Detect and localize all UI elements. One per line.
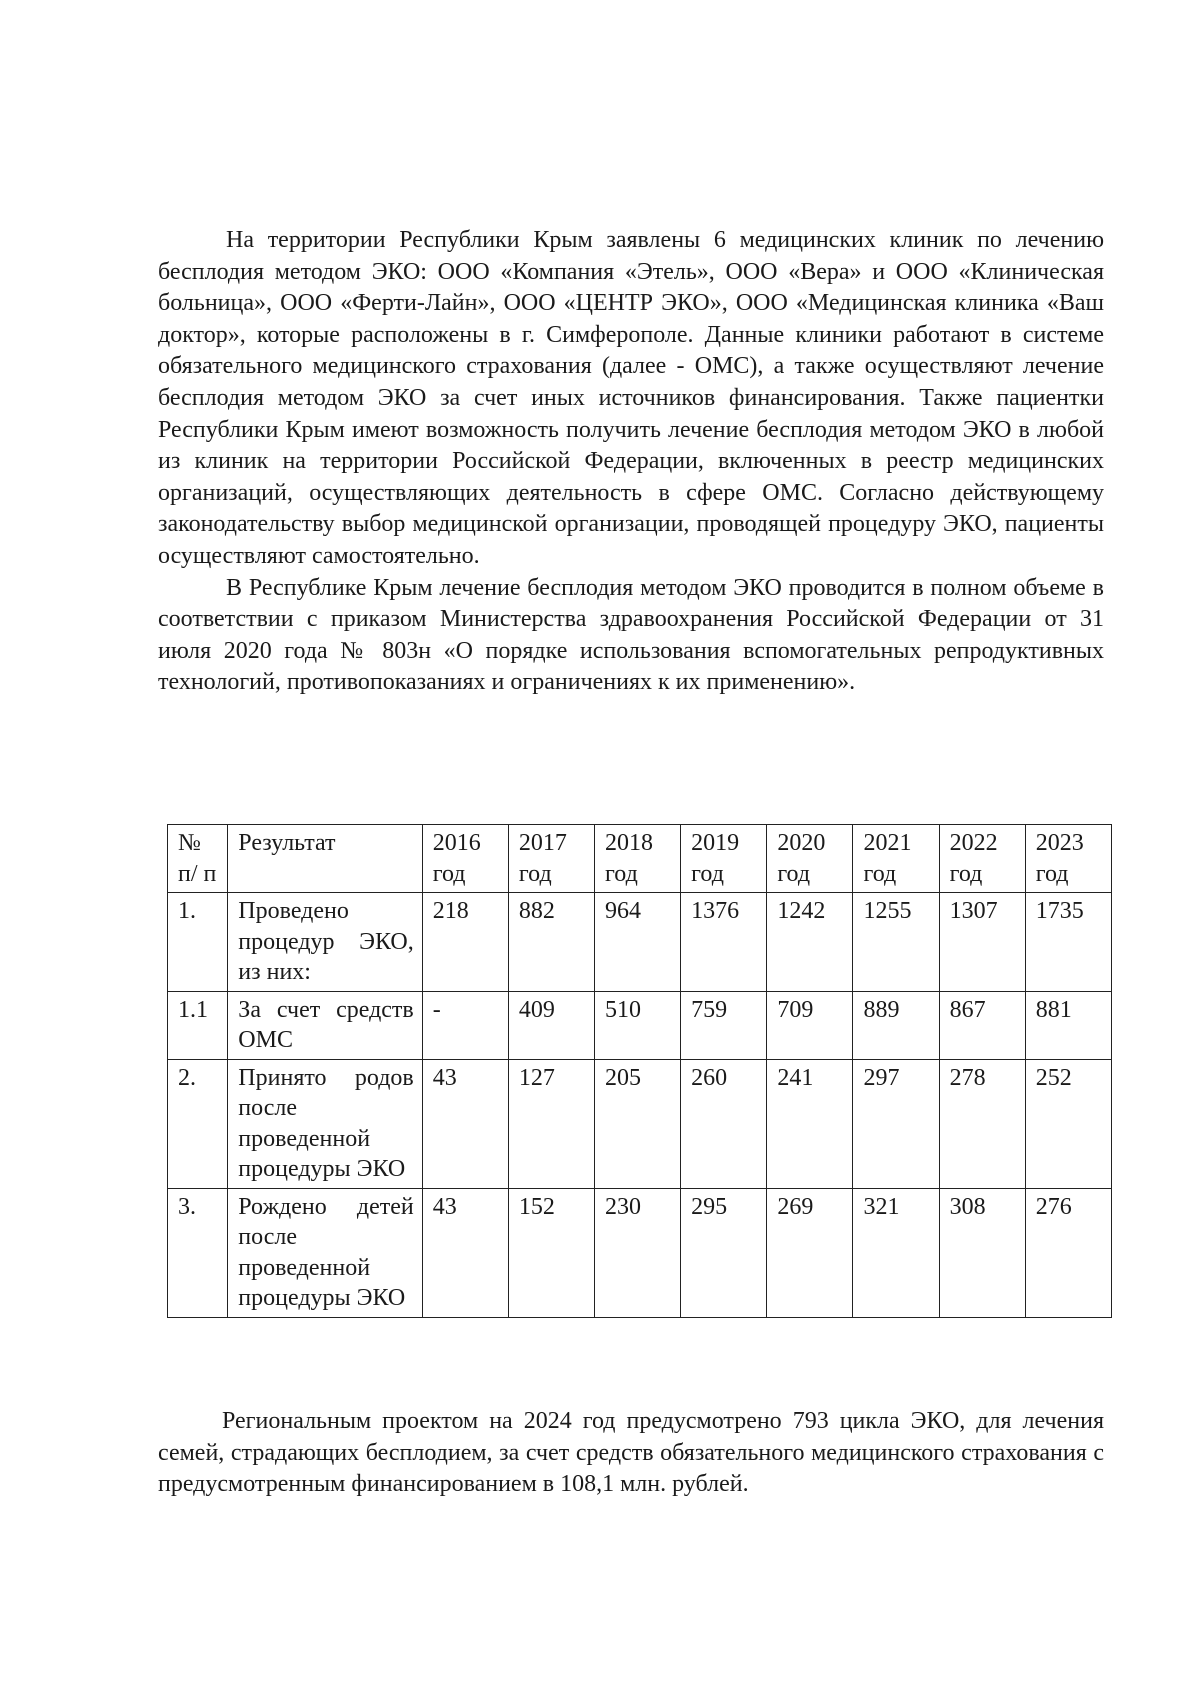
intro-text bbox=[158, 225, 1104, 699]
header-result: Результат bbox=[228, 825, 422, 893]
row-value: 867 bbox=[939, 991, 1025, 1059]
row-value: - bbox=[422, 991, 508, 1059]
row-num: 1. bbox=[168, 893, 228, 992]
table-row bbox=[168, 991, 1112, 1059]
row-value: 241 bbox=[767, 1059, 853, 1188]
header-year: 2020 год bbox=[767, 825, 853, 893]
row-result: Принято родов после проведенной процедуры ЭКО bbox=[228, 1059, 422, 1188]
paragraph-regional-project: Региональным проектом на 2024 год предусмотрено 793 цикла ЭКО, для лечения семей, страдающих бесплодием, за счет средств обязательного медицинского страхования с предусмотренным финансированием в 108,1 млн. рублей. bbox=[158, 1408, 1104, 1498]
header-num: № п/ п bbox=[168, 825, 228, 893]
row-value: 1255 bbox=[853, 893, 939, 992]
row-value: 321 bbox=[853, 1188, 939, 1317]
row-num: 1.1 bbox=[168, 991, 228, 1059]
row-value: 409 bbox=[508, 991, 594, 1059]
row-value: 881 bbox=[1025, 991, 1111, 1059]
header-year: 2019 год bbox=[681, 825, 767, 893]
row-value: 205 bbox=[595, 1059, 681, 1188]
row-result: Проведено процедур ЭКО, из них: bbox=[228, 893, 422, 992]
header-year: 2017 год bbox=[508, 825, 594, 893]
header-year: 2022 год bbox=[939, 825, 1025, 893]
row-num: 3. bbox=[168, 1188, 228, 1317]
row-value: 297 bbox=[853, 1059, 939, 1188]
row-value: 1242 bbox=[767, 893, 853, 992]
row-value: 43 bbox=[422, 1188, 508, 1317]
row-value: 308 bbox=[939, 1188, 1025, 1317]
row-value: 759 bbox=[681, 991, 767, 1059]
row-value: 709 bbox=[767, 991, 853, 1059]
row-result: Рождено детей после проведенной процедуры ЭКО bbox=[228, 1188, 422, 1317]
row-value: 276 bbox=[1025, 1188, 1111, 1317]
header-year: 2021 год bbox=[853, 825, 939, 893]
row-value: 964 bbox=[595, 893, 681, 992]
row-value: 889 bbox=[853, 991, 939, 1059]
eco-results-table bbox=[167, 824, 1112, 1318]
row-value: 510 bbox=[595, 991, 681, 1059]
header-year: 2023 год bbox=[1025, 825, 1111, 893]
row-num: 2. bbox=[168, 1059, 228, 1188]
row-value: 1307 bbox=[939, 893, 1025, 992]
table-row bbox=[168, 1059, 1112, 1188]
row-value: 295 bbox=[681, 1188, 767, 1317]
header-year: 2016 год bbox=[422, 825, 508, 893]
row-value: 269 bbox=[767, 1188, 853, 1317]
row-value: 278 bbox=[939, 1059, 1025, 1188]
outro-text bbox=[158, 1406, 1104, 1501]
row-value: 1735 bbox=[1025, 893, 1111, 992]
paragraph-clinics: На территории Республики Крым заявлены 6 медицинских клиник по лечению бесплодия методом ЭКО: ООО «Компания «Этель», ООО «Вера» и ООО «Клиническая больница», ООО «Ферти-Лайн», ООО «ЦЕНТР ЭКО», ООО «Медицинская клиника «Ваш доктор», которые расположены в г. Симферополе. Данные клиники работают в системе обязательного медицинского страхования (далее - ОМС), а также осуществляют лечение бесплодия методом ЭКО за счет иных источников финансирования. Также пациентки Республики Крым имеют возможность получить лечение бесплодия методом ЭКО в любой из клиник на территории Российской Федерации, включенных в реестр медицинских организаций, осуществляющих деятельность в сфере ОМС. Согласно действующему законодательству выбор медицинской организации, проводящей процедуру ЭКО, пациенты осуществляют самостоятельно. bbox=[158, 227, 1104, 569]
header-year: 2018 год bbox=[595, 825, 681, 893]
table-row bbox=[168, 1188, 1112, 1317]
row-value: 127 bbox=[508, 1059, 594, 1188]
row-result: За счет средств ОМС bbox=[228, 991, 422, 1059]
row-value: 1376 bbox=[681, 893, 767, 992]
paragraph-order: В Республике Крым лечение бесплодия методом ЭКО проводится в полном объеме в соответствии с приказом Министерства здравоохранения Российской Федерации от 31 июля 2020 года № 803н «О порядке использования вспомогательных репродуктивных технологий, противопоказаниях и ограничениях к их применению». bbox=[158, 574, 1104, 696]
row-value: 252 bbox=[1025, 1059, 1111, 1188]
row-value: 218 bbox=[422, 893, 508, 992]
table-row bbox=[168, 893, 1112, 992]
row-value: 260 bbox=[681, 1059, 767, 1188]
row-value: 230 bbox=[595, 1188, 681, 1317]
row-value: 152 bbox=[508, 1188, 594, 1317]
row-value: 43 bbox=[422, 1059, 508, 1188]
row-value: 882 bbox=[508, 893, 594, 992]
table-header-row bbox=[168, 825, 1112, 893]
